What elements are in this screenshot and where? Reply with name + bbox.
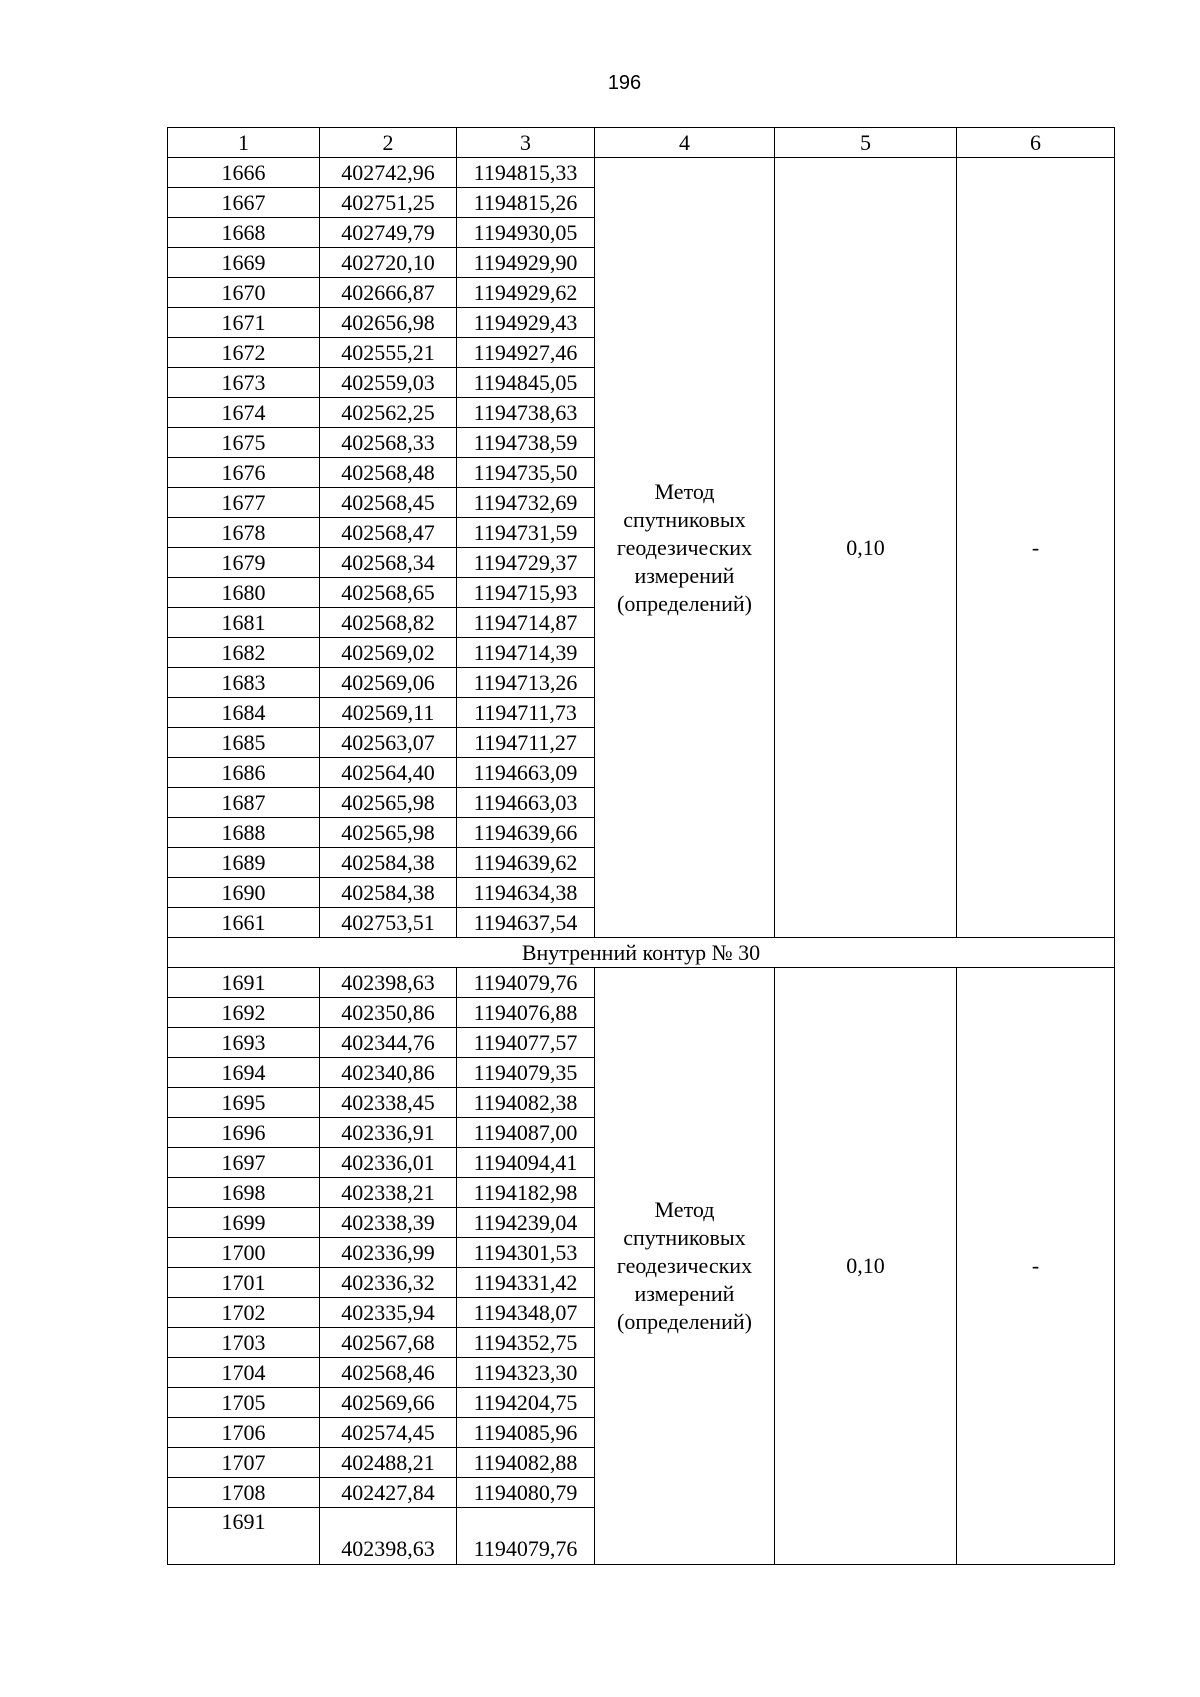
x-coordinate-cell: 402427,84 <box>320 1478 457 1508</box>
point-number-cell: 1692 <box>168 998 320 1028</box>
section-title: Внутренний контур № 30 <box>168 938 1115 968</box>
x-coordinate-cell: 402569,11 <box>320 698 457 728</box>
x-coordinate-cell: 402340,86 <box>320 1058 457 1088</box>
point-number-cell: 1667 <box>168 188 320 218</box>
point-number-cell: 1702 <box>168 1298 320 1328</box>
point-number-cell: 1672 <box>168 338 320 368</box>
y-coordinate-cell: 1194731,59 <box>457 518 595 548</box>
x-coordinate-cell: 402344,76 <box>320 1028 457 1058</box>
y-coordinate-cell: 1194348,07 <box>457 1298 595 1328</box>
y-coordinate-cell: 1194930,05 <box>457 218 595 248</box>
column-header: 1 <box>168 128 320 158</box>
y-coordinate-cell: 1194639,62 <box>457 848 595 878</box>
x-coordinate-cell: 402568,48 <box>320 458 457 488</box>
method-text-line: Метод <box>654 478 715 504</box>
x-coordinate-cell: 402569,06 <box>320 668 457 698</box>
x-coordinate-cell: 402555,21 <box>320 338 457 368</box>
header-row <box>168 128 1115 158</box>
point-number-cell: 1683 <box>168 668 320 698</box>
point-number-cell: 1701 <box>168 1268 320 1298</box>
y-coordinate-cell: 1194082,38 <box>457 1088 595 1118</box>
x-coordinate-cell: 402568,45 <box>320 488 457 518</box>
point-number-cell: 1675 <box>168 428 320 458</box>
x-coordinate-cell: 402338,39 <box>320 1208 457 1238</box>
y-coordinate-cell: 1194637,54 <box>457 908 595 938</box>
point-number-cell: 1706 <box>168 1418 320 1448</box>
x-coordinate-cell: 402568,47 <box>320 518 457 548</box>
x-coordinate-cell: 402336,99 <box>320 1238 457 1268</box>
y-coordinate-cell: 1194711,27 <box>457 728 595 758</box>
column-header: 5 <box>775 128 957 158</box>
y-coordinate-cell: 1194352,75 <box>457 1328 595 1358</box>
y-coordinate-cell: 1194929,90 <box>457 248 595 278</box>
point-number-cell: 1685 <box>168 728 320 758</box>
x-coordinate-cell: 402569,02 <box>320 638 457 668</box>
y-coordinate-cell: 1194182,98 <box>457 1178 595 1208</box>
point-number-cell: 1703 <box>168 1328 320 1358</box>
x-coordinate-cell: 402656,98 <box>320 308 457 338</box>
x-coordinate-cell: 402565,98 <box>320 818 457 848</box>
accuracy-cell: 0,10 <box>775 158 957 938</box>
point-number-cell: 1704 <box>168 1358 320 1388</box>
x-coordinate-cell: 402568,33 <box>320 428 457 458</box>
column-header: 3 <box>457 128 595 158</box>
x-coordinate-cell: 402562,25 <box>320 398 457 428</box>
y-coordinate-cell: 1194929,62 <box>457 278 595 308</box>
y-coordinate-cell: 1194735,50 <box>457 458 595 488</box>
method-text-line: геодезических <box>616 534 753 560</box>
method-text-line: (определений) <box>617 590 752 616</box>
point-number-cell: 1698 <box>168 1178 320 1208</box>
point-number-cell: 1673 <box>168 368 320 398</box>
y-coordinate-cell: 1194077,57 <box>457 1028 595 1058</box>
y-coordinate-cell: 1194080,79 <box>457 1478 595 1508</box>
y-coordinate-cell: 1194079,76 <box>457 1508 595 1565</box>
y-coordinate-cell: 1194927,46 <box>457 338 595 368</box>
method-text-line: измерений <box>634 1281 735 1306</box>
point-number-cell: 1694 <box>168 1058 320 1088</box>
y-coordinate-cell: 1194729,37 <box>457 548 595 578</box>
point-number-cell: 1684 <box>168 698 320 728</box>
point-number-cell: 1687 <box>168 788 320 818</box>
x-coordinate-cell: 402338,45 <box>320 1088 457 1118</box>
point-number-cell: 1688 <box>168 818 320 848</box>
point-number-cell: 1678 <box>168 518 320 548</box>
point-number-cell: 1697 <box>168 1148 320 1178</box>
method-text-line: измерений <box>634 562 735 588</box>
y-coordinate-cell: 1194732,69 <box>457 488 595 518</box>
x-coordinate-cell: 402749,79 <box>320 218 457 248</box>
method-text-line: (определений) <box>617 1309 752 1334</box>
point-number-cell: 1691 <box>168 1508 320 1565</box>
x-coordinate-cell: 402563,07 <box>320 728 457 758</box>
table-row <box>168 968 1115 998</box>
x-coordinate-cell: 402753,51 <box>320 908 457 938</box>
y-coordinate-cell: 1194738,63 <box>457 398 595 428</box>
point-number-cell: 1682 <box>168 638 320 668</box>
x-coordinate-cell: 402568,34 <box>320 548 457 578</box>
column-6-cell: - <box>957 158 1115 938</box>
y-coordinate-cell: 1194087,00 <box>457 1118 595 1148</box>
y-coordinate-cell: 1194076,88 <box>457 998 595 1028</box>
point-number-cell: 1661 <box>168 908 320 938</box>
point-number-cell: 1669 <box>168 248 320 278</box>
point-number-cell: 1681 <box>168 608 320 638</box>
point-number-cell: 1686 <box>168 758 320 788</box>
point-number-cell: 1680 <box>168 578 320 608</box>
y-coordinate-cell: 1194094,41 <box>457 1148 595 1178</box>
x-coordinate-cell: 402335,94 <box>320 1298 457 1328</box>
y-coordinate-cell: 1194714,39 <box>457 638 595 668</box>
y-coordinate-cell: 1194711,73 <box>457 698 595 728</box>
column-6-cell: - <box>957 968 1115 1565</box>
y-coordinate-cell: 1194085,96 <box>457 1418 595 1448</box>
x-coordinate-cell: 402720,10 <box>320 248 457 278</box>
y-coordinate-cell: 1194929,43 <box>457 308 595 338</box>
point-number-cell: 1674 <box>168 398 320 428</box>
y-coordinate-cell: 1194634,38 <box>457 878 595 908</box>
point-number-cell: 1693 <box>168 1028 320 1058</box>
point-number-cell: 1677 <box>168 488 320 518</box>
column-header: 6 <box>957 128 1115 158</box>
x-coordinate-cell: 402751,25 <box>320 188 457 218</box>
method-text-line: спутниковых <box>623 506 746 532</box>
point-number-cell: 1689 <box>168 848 320 878</box>
point-number-cell: 1691 <box>168 968 320 998</box>
point-number-cell: 1666 <box>168 158 320 188</box>
y-coordinate-cell: 1194323,30 <box>457 1358 595 1388</box>
y-coordinate-cell: 1194082,88 <box>457 1448 595 1478</box>
point-number-cell: 1690 <box>168 878 320 908</box>
y-coordinate-cell: 1194738,59 <box>457 428 595 458</box>
method-text-line: геодезических <box>616 1253 753 1278</box>
point-number-cell: 1696 <box>168 1118 320 1148</box>
y-coordinate-cell: 1194845,05 <box>457 368 595 398</box>
table-row <box>168 158 1115 188</box>
x-coordinate-cell: 402584,38 <box>320 878 457 908</box>
x-coordinate-cell: 402568,65 <box>320 578 457 608</box>
section-title-row <box>168 938 1115 968</box>
x-coordinate-cell: 402338,21 <box>320 1178 457 1208</box>
y-coordinate-cell: 1194713,26 <box>457 668 595 698</box>
x-coordinate-cell: 402336,91 <box>320 1118 457 1148</box>
y-coordinate-cell: 1194663,09 <box>457 758 595 788</box>
x-coordinate-cell: 402336,32 <box>320 1268 457 1298</box>
x-coordinate-cell: 402742,96 <box>320 158 457 188</box>
method-cell <box>595 158 775 938</box>
page-number: 196 <box>607 72 642 94</box>
y-coordinate-cell: 1194204,75 <box>457 1388 595 1418</box>
accuracy-cell: 0,10 <box>775 968 957 1565</box>
point-number-cell: 1695 <box>168 1088 320 1118</box>
column-header: 4 <box>595 128 775 158</box>
point-number-cell: 1676 <box>168 458 320 488</box>
coordinates-table-body <box>168 128 1115 1565</box>
y-coordinate-cell: 1194079,35 <box>457 1058 595 1088</box>
x-coordinate-cell: 402336,01 <box>320 1148 457 1178</box>
point-number-cell: 1699 <box>168 1208 320 1238</box>
x-coordinate-cell: 402559,03 <box>320 368 457 398</box>
y-coordinate-cell: 1194663,03 <box>457 788 595 818</box>
point-number-cell: 1700 <box>168 1238 320 1268</box>
point-number-cell: 1707 <box>168 1448 320 1478</box>
x-coordinate-cell: 402666,87 <box>320 278 457 308</box>
y-coordinate-cell: 1194815,26 <box>457 188 595 218</box>
point-number-cell: 1708 <box>168 1478 320 1508</box>
y-coordinate-cell: 1194239,04 <box>457 1208 595 1238</box>
method-cell <box>595 968 775 1565</box>
method-text-line: спутниковых <box>623 1225 746 1250</box>
x-coordinate-cell: 402565,98 <box>320 788 457 818</box>
x-coordinate-cell: 402567,68 <box>320 1328 457 1358</box>
x-coordinate-cell: 402574,45 <box>320 1418 457 1448</box>
y-coordinate-cell: 1194079,76 <box>457 968 595 998</box>
point-number-cell: 1670 <box>168 278 320 308</box>
point-number-cell: 1668 <box>168 218 320 248</box>
y-coordinate-cell: 1194639,66 <box>457 818 595 848</box>
y-coordinate-cell: 1194714,87 <box>457 608 595 638</box>
coordinates-table <box>167 127 1115 1565</box>
x-coordinate-cell: 402584,38 <box>320 848 457 878</box>
column-header: 2 <box>320 128 457 158</box>
y-coordinate-cell: 1194331,42 <box>457 1268 595 1298</box>
x-coordinate-cell: 402488,21 <box>320 1448 457 1478</box>
method-text-line: Метод <box>654 1197 715 1222</box>
x-coordinate-cell: 402568,82 <box>320 608 457 638</box>
x-coordinate-cell: 402568,46 <box>320 1358 457 1388</box>
y-coordinate-cell: 1194715,93 <box>457 578 595 608</box>
x-coordinate-cell: 402398,63 <box>320 1508 457 1565</box>
x-coordinate-cell: 402398,63 <box>320 968 457 998</box>
point-number-cell: 1671 <box>168 308 320 338</box>
y-coordinate-cell: 1194301,53 <box>457 1238 595 1268</box>
y-coordinate-cell: 1194815,33 <box>457 158 595 188</box>
point-number-cell: 1679 <box>168 548 320 578</box>
point-number-cell: 1705 <box>168 1388 320 1418</box>
x-coordinate-cell: 402569,66 <box>320 1388 457 1418</box>
x-coordinate-cell: 402564,40 <box>320 758 457 788</box>
x-coordinate-cell: 402350,86 <box>320 998 457 1028</box>
